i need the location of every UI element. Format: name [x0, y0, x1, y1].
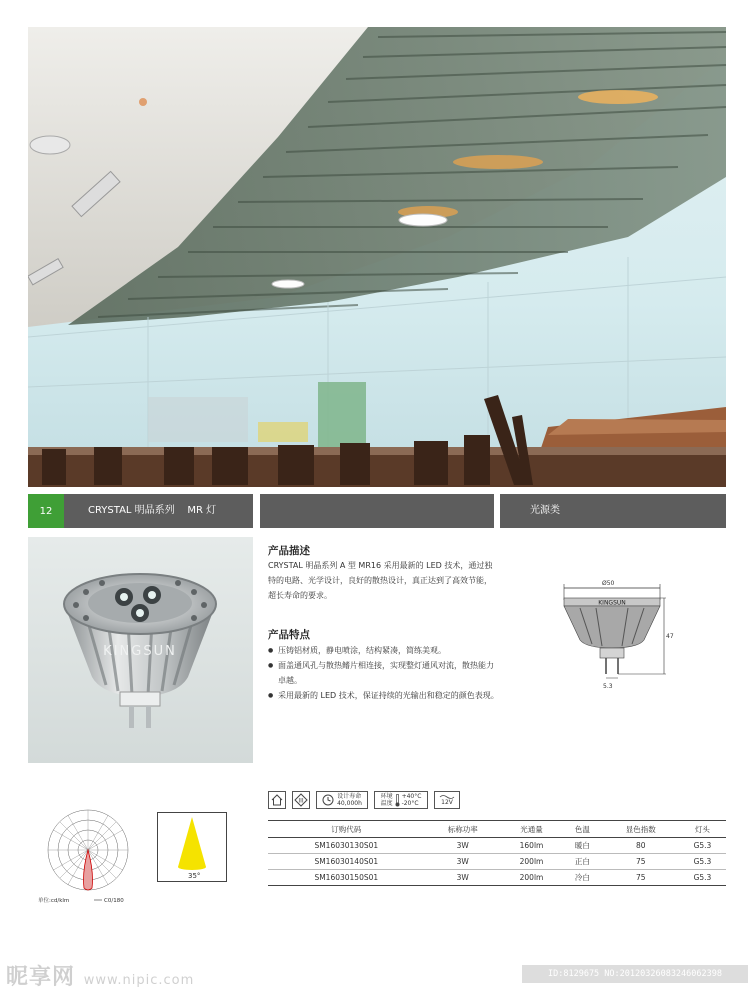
series-title: CRYSTAL 明晶系列 MR 灯: [88, 505, 217, 516]
col-luminous-flux: 光通量: [501, 821, 562, 838]
life-label: 设计寿命: [337, 793, 362, 800]
watermark-url: www.nipic.com: [83, 973, 195, 988]
feature-item: ● 压铸铝材质，静电喷涂，结构紧凑，简练美观。: [268, 643, 500, 658]
cell-power: 3W: [425, 870, 501, 886]
cell-color-temp: 冷白: [562, 870, 603, 886]
env-label-1: 环境: [380, 793, 393, 800]
beam-angle-label: 35°: [188, 872, 201, 880]
spec-icons-row: [268, 790, 460, 810]
cell-power: 3W: [425, 838, 501, 854]
cell-order-code: SM16030150S01: [268, 870, 425, 886]
col-cri: 显色指数: [603, 821, 679, 838]
description-text: CRYSTAL 明晶系列 A 型 MR16 采用最新的 LED 技术，通过独特的电路、光学设计，良好的散热设计，真正达到了高效节能，超长寿命的要求。: [268, 561, 493, 600]
page-number: 12: [28, 494, 64, 528]
cell-cri: 80: [603, 838, 679, 854]
table-row: [268, 838, 726, 854]
cell-order-code: SM16030130S01: [268, 838, 425, 854]
category-label: 光源类: [530, 505, 560, 516]
temp-min: -20°C: [401, 800, 419, 807]
feature-item: ● 面盖通风孔与散热鳍片相连接，实现整灯通风对流，散热能力卓越。: [268, 658, 500, 688]
ambient-temperature-badge: [374, 791, 428, 809]
description-heading: 产品描述: [268, 545, 310, 557]
cell-base: G5.3: [679, 854, 726, 870]
polar-curve-label: C0/180: [104, 898, 124, 904]
col-order-code: 订购代码: [268, 821, 425, 838]
col-color-temp: 色温: [562, 821, 603, 838]
table-header-row: [268, 821, 726, 838]
cell-base: G5.3: [679, 838, 726, 854]
table-row: [268, 870, 726, 886]
life-value: 40,000h: [337, 800, 362, 807]
env-label-2: 温度: [380, 800, 393, 807]
feature-item: ● 采用最新的 LED 技术，保证持续的光输出和稳定的颜色表现。: [268, 688, 500, 703]
polar-unit-label: 单位:cd/klm: [38, 898, 70, 904]
features-heading: 产品特点: [268, 629, 310, 641]
cell-luminous-flux: 160lm: [501, 838, 562, 854]
safety-class-icon: [292, 791, 310, 809]
dim-pin-spacing: 5.3: [603, 683, 613, 690]
dim-brand-text: KINGSUN: [598, 599, 626, 607]
col-base: 灯头: [679, 821, 726, 838]
voltage-value: 12V: [441, 799, 453, 806]
product-photo: [28, 537, 253, 763]
hero-interior-photo: [28, 27, 726, 487]
lifetime-badge: [316, 791, 368, 809]
cell-cri: 75: [603, 870, 679, 886]
features-list: [268, 643, 500, 703]
temp-max: +40°C: [401, 793, 422, 800]
lamp-brand-text: KINGSUN: [103, 644, 177, 659]
cell-luminous-flux: 200lm: [501, 870, 562, 886]
col-power: 标称功率: [425, 821, 501, 838]
dim-height: 47: [666, 633, 674, 640]
cell-cri: 75: [603, 854, 679, 870]
watermark: [6, 960, 194, 991]
header-middle-bar: [260, 494, 494, 528]
spec-table: [268, 820, 726, 886]
polar-light-distribution: [38, 802, 138, 906]
voltage-badge: [434, 791, 460, 809]
clock-icon: [322, 794, 334, 806]
cell-base: G5.3: [679, 870, 726, 886]
image-id-bar: ID:8129675 NO:20120326083246062398: [522, 965, 748, 983]
dim-diameter: Ø50: [602, 580, 615, 587]
header-category-bar: [500, 494, 726, 528]
indoor-use-icon: [268, 791, 286, 809]
svg-text:III: III: [298, 797, 304, 805]
table-row: [268, 854, 726, 870]
cell-order-code: SM16030140S01: [268, 854, 425, 870]
beam-angle-diagram: [157, 812, 227, 882]
dimension-drawing: [540, 578, 680, 698]
watermark-logo-text: 昵享网: [6, 965, 76, 990]
cell-luminous-flux: 200lm: [501, 854, 562, 870]
cell-color-temp: 正白: [562, 854, 603, 870]
cell-color-temp: 暖白: [562, 838, 603, 854]
cell-power: 3W: [425, 854, 501, 870]
thermometer-icon: [395, 794, 400, 807]
